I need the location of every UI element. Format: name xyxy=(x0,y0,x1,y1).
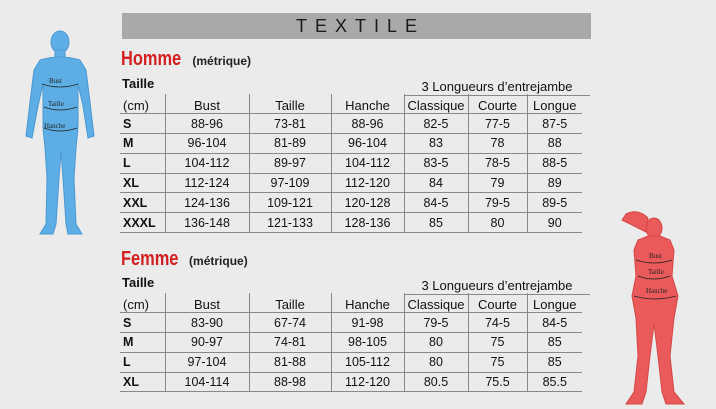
homme-title: Homme xyxy=(121,48,182,70)
measurement-cell: 81-88 xyxy=(249,352,331,372)
femme-size-table xyxy=(120,293,582,392)
homme-size-table xyxy=(120,94,582,233)
measurement-cell: 88-96 xyxy=(165,114,249,134)
table-row xyxy=(120,352,582,372)
femme-heading xyxy=(121,248,248,271)
size-cell: S xyxy=(120,114,165,134)
size-cell: L xyxy=(120,352,165,372)
measurement-cell: 88 xyxy=(527,134,582,154)
measurement-cell: 97-104 xyxy=(165,352,249,372)
measurement-cell: 112-120 xyxy=(331,173,404,193)
femme-inseam-group-label: 3 Longueurs d’entrejambe xyxy=(421,278,573,293)
measurement-cell: 84 xyxy=(404,173,468,193)
homme-heading xyxy=(121,48,251,71)
banner-title: TEXTILE xyxy=(295,15,426,36)
measurement-cell: 89-5 xyxy=(527,193,582,213)
measurement-cell: 97-109 xyxy=(249,173,331,193)
man-taille-label: Taille xyxy=(48,100,64,108)
male-silhouette-icon xyxy=(20,28,102,246)
measurement-cell: 90 xyxy=(527,213,582,233)
man-hanche-label: Hanche xyxy=(44,122,66,130)
header-row xyxy=(120,94,582,114)
measurement-cell: 75 xyxy=(468,352,527,372)
column-header: Classique xyxy=(404,293,468,313)
measurement-cell: 112-120 xyxy=(331,372,404,392)
measurement-cell: 79-5 xyxy=(468,193,527,213)
measurement-cell: 98-105 xyxy=(331,333,404,353)
measurement-cell: 112-124 xyxy=(165,173,249,193)
measurement-cell: 87-5 xyxy=(527,114,582,134)
measurement-cell: 85 xyxy=(527,352,582,372)
measurement-cell: 90-97 xyxy=(165,333,249,353)
measurement-cell: 136-148 xyxy=(165,213,249,233)
homme-inseam-group-label: 3 Longueurs d’entrejambe xyxy=(421,79,573,94)
column-header: Longue xyxy=(527,293,582,313)
measurement-cell: 84-5 xyxy=(527,313,582,333)
column-header: Bust xyxy=(165,94,249,114)
measurement-cell: 105-112 xyxy=(331,352,404,372)
table-row xyxy=(120,114,582,134)
measurement-cell: 84-5 xyxy=(404,193,468,213)
measurement-cell: 85.5 xyxy=(527,372,582,392)
measurement-cell: 104-114 xyxy=(165,372,249,392)
measurement-cell: 74-5 xyxy=(468,313,527,333)
measurement-cell: 80 xyxy=(468,213,527,233)
man-bust-label: Bust xyxy=(49,77,62,85)
measurement-cell: 128-136 xyxy=(331,213,404,233)
column-header: Courte xyxy=(468,94,527,114)
femme-title: Femme xyxy=(121,248,179,270)
femme-taille-label: Taille xyxy=(122,275,155,290)
table-row xyxy=(120,372,582,392)
column-header: (cm) xyxy=(120,293,165,313)
measurement-cell: 88-98 xyxy=(249,372,331,392)
measurement-cell: 83-5 xyxy=(404,153,468,173)
homme-subtitle: (métrique) xyxy=(192,54,252,68)
measurement-cell: 80 xyxy=(404,333,468,353)
measurement-cell: 77-5 xyxy=(468,114,527,134)
table-row xyxy=(120,333,582,353)
size-cell: XXL xyxy=(120,193,165,213)
measurement-cell: 85 xyxy=(527,333,582,353)
column-header: Hanche xyxy=(331,293,404,313)
measurement-cell: 67-74 xyxy=(249,313,331,333)
measurement-cell: 88-96 xyxy=(331,114,404,134)
column-header: Hanche xyxy=(331,94,404,114)
header-row xyxy=(120,293,582,313)
measurement-cell: 89 xyxy=(527,173,582,193)
size-cell: XL xyxy=(120,372,165,392)
size-cell: L xyxy=(120,153,165,173)
table-row xyxy=(120,193,582,213)
measurement-cell: 96-104 xyxy=(331,134,404,154)
measurement-cell: 120-128 xyxy=(331,193,404,213)
measurement-cell: 83 xyxy=(404,134,468,154)
table-row xyxy=(120,134,582,154)
woman-bust-label: Bust xyxy=(649,252,662,260)
measurement-cell: 75.5 xyxy=(468,372,527,392)
table-row xyxy=(120,313,582,333)
measurement-cell: 104-112 xyxy=(331,153,404,173)
table-row xyxy=(120,173,582,193)
measurement-cell: 83-90 xyxy=(165,313,249,333)
size-cell: XL xyxy=(120,173,165,193)
measurement-cell: 80.5 xyxy=(404,372,468,392)
woman-hanche-label: Hanche xyxy=(646,287,668,295)
measurement-cell: 121-133 xyxy=(249,213,331,233)
measurement-cell: 73-81 xyxy=(249,114,331,134)
column-header: Taille xyxy=(249,293,331,313)
measurement-cell: 104-112 xyxy=(165,153,249,173)
measurement-cell: 74-81 xyxy=(249,333,331,353)
column-header: Taille xyxy=(249,94,331,114)
homme-taille-label: Taille xyxy=(122,76,155,91)
measurement-cell: 96-104 xyxy=(165,134,249,154)
woman-taille-label: Taille xyxy=(648,268,664,276)
size-cell: M xyxy=(120,333,165,353)
measurement-cell: 78-5 xyxy=(468,153,527,173)
column-header: Bust xyxy=(165,293,249,313)
measurement-cell: 89-97 xyxy=(249,153,331,173)
measurement-cell: 85 xyxy=(404,213,468,233)
measurement-cell: 124-136 xyxy=(165,193,249,213)
measurement-cell: 109-121 xyxy=(249,193,331,213)
measurement-cell: 75 xyxy=(468,333,527,353)
column-header: Classique xyxy=(404,94,468,114)
measurement-cell: 78 xyxy=(468,134,527,154)
column-header: Longue xyxy=(527,94,582,114)
measurement-cell: 79-5 xyxy=(404,313,468,333)
measurement-cell: 88-5 xyxy=(527,153,582,173)
measurement-cell: 79 xyxy=(468,173,527,193)
measurement-cell: 91-98 xyxy=(331,313,404,333)
female-silhouette-icon xyxy=(604,206,704,409)
measurement-cell: 82-5 xyxy=(404,114,468,134)
size-cell: M xyxy=(120,134,165,154)
size-cell: XXXL xyxy=(120,213,165,233)
textile-banner xyxy=(122,13,591,39)
column-header: Courte xyxy=(468,293,527,313)
column-header: (cm) xyxy=(120,94,165,114)
table-row xyxy=(120,213,582,233)
measurement-cell: 80 xyxy=(404,352,468,372)
femme-subtitle: (métrique) xyxy=(189,254,248,268)
size-cell: S xyxy=(120,313,165,333)
table-row xyxy=(120,153,582,173)
measurement-cell: 81-89 xyxy=(249,134,331,154)
